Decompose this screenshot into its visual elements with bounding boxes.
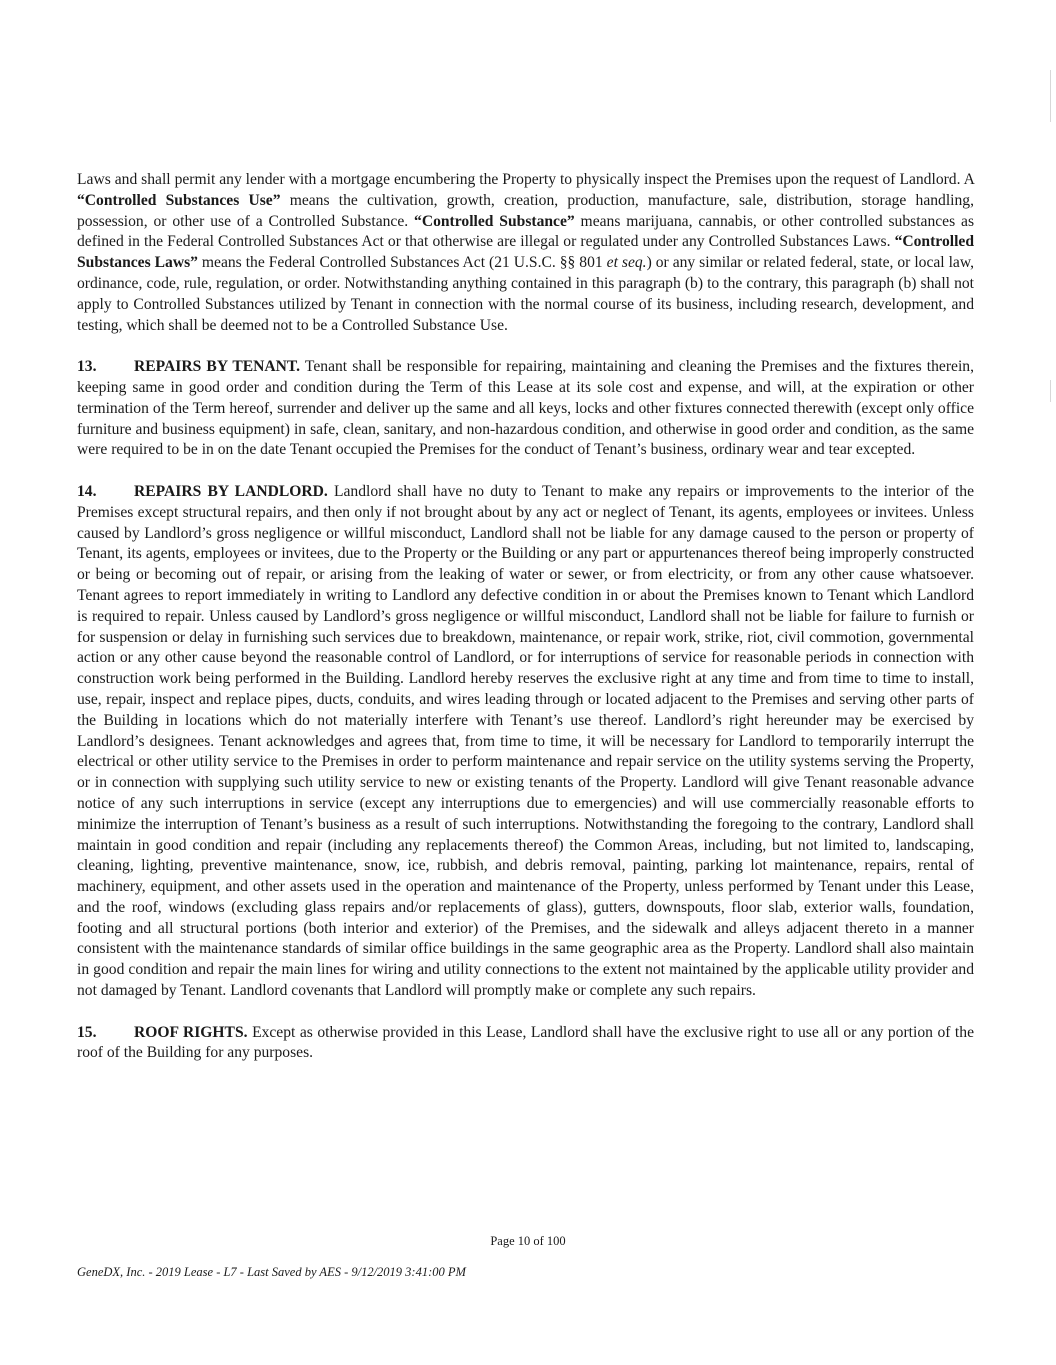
defined-term: “Controlled Substances Use” xyxy=(77,191,281,209)
section-13 xyxy=(77,357,974,461)
section-text: Landlord shall have no duty to Tenant to make any repairs or improvements to the interior of the Premises except structural repairs, and then only if not brought about by any act or neglect of Tenant, its agents, employees or invitees. Unless caused by Landlord’s gross negligence or willful misconduct, Landlord shall not be liable for any damage caused to the person or property of Tenant, its agents, employees or invitees, due to the Property or the Building or any part or appurtenances thereof being improperly constructed or being or becoming out of repair, or arising from the leaking of water or sewer, or from electricity, or from any other cause whatsoever. Tenant agrees to report immediately in writing to Landlord any defective condition in or about the Premises known to Tenant which Landlord is required to repair. Unless caused by Landlord’s gross negligence or willful misconduct, Landlord shall not be liable for failure to furnish or for suspension or delay in furnishing such services due to breakdown, maintenance, or repair work, strike, riot, civil commotion, governmental action or any other cause beyond the reasonable control of Landlord, or for interruptions of service for reasonable periods in connection with construction work being performed in the Building. Landlord hereby reserves the exclusive right at any time and from time to time to install, use, repair, inspect and replace pipes, ducts, conduits, and wires leading through or located adjacent to the Premises and serving other parts of the Building in locations which do not materially interfere with Tenant’s use thereof. Landlord’s right hereunder may be exercised by Landlord’s designees. Tenant acknowledges and agrees that, from time to time, it will be necessary for Landlord to temporarily interrupt the electrical or other utility service to the Premises in order to perform maintenance and repair service on the utility systems serving the Property, or in connection with supplying such utility service to new or existing tenants of the Property. Landlord will give Tenant reasonable advance notice of any such interruptions in service (except any interruptions due to emergencies) and will use commercially reasonable efforts to minimize the interruption of Tenant’s business as a result of such interruptions. Notwithstanding the foregoing to the contrary, Landlord shall maintain in good condition and repair (including any replacements thereof) the Common Areas, including, but not limited to, landscaping, cleaning, lighting, preventive maintenance, snow, ice, rubbish, and debris removal, painting, parking lot maintenance, repairs, rental of machinery, equipment, and other assets used in the operation and maintenance of the Property, unless performed by Tenant under this Lease, and the roof, windows (excluding glass repairs and/or replacements of glass), gutters, downspouts, floor slab, exterior walls, foundation, footing and all structural portions (both interior and exterior) of the Premises, and the sidewalk and alleys adjacent thereto in a manner consistent with the maintenance standards of similar office buildings in the same geographic area as the Property. Landlord shall also maintain in good condition and repair the main lines for wiring and utility connections to the extent not maintained by the applicable utility provider and not damaged by Tenant. Landlord covenants that Landlord will promptly make or complete any such repairs. xyxy=(77,482,975,1000)
section-text: Except as otherwise provided in this Lease, Landlord shall have the exclusive right to use all or any portion of the roof of the Building for any purposes. xyxy=(77,1023,974,1062)
section-number: 13. xyxy=(77,358,97,376)
scan-margin-mark xyxy=(1050,70,1051,122)
paragraph-continuation: Laws and shall permit any lender with a mortgage encumbering the Property to physically inspect the Premises upon the request of Landlord. A “Controlled Substances Use” means the cultivation, growth, creation, production, manufacture, sale, distribution, storage handling, possession, or other use of a Controlled Substance. “Controlled Substance” means marijuana, cannabis, or other controlled substances as defined in the Federal Controlled Substances Act or that otherwise are illegal or regulated under any Controlled Substances Laws. “Controlled Substances Laws” means the Federal Controlled Substances Act (21 U.S.C. §§ 801 et seq.) or any similar or related federal, state, or local law, ordinance, code, rule, regulation, or order. Notwithstanding anything contained in this paragraph (b) to the contrary, this paragraph (b) shall not apply to Controlled Substances utilized by Tenant in connection with the normal course of its business, including research, development, and testing, which shall be deemed not to be a Controlled Substance Use. xyxy=(77,171,975,334)
latin-phrase: et seq. xyxy=(606,254,647,272)
section-title: ROOF RIGHTS. xyxy=(134,1023,248,1041)
section-14 xyxy=(77,482,974,1002)
scan-margin-mark xyxy=(1050,380,1051,402)
defined-term: “Controlled Substance” xyxy=(414,212,575,230)
defined-term: “Controlled Substances Laws” xyxy=(77,233,974,272)
section-title: REPAIRS BY TENANT. xyxy=(134,358,301,376)
section-number: 15. xyxy=(77,1023,97,1041)
section-15 xyxy=(77,1023,974,1065)
section-text: Tenant shall be responsible for repairing, maintaining and cleaning the Premises and the fixtures therein, keeping same in good order and condition during the Term of this Lease at its sole cost and expense, and will, at the expiration or other termination of the Term hereof, surrender and deliver up the same and all keys, locks and other fixtures connected therewith (except only office furniture and business equipment) in safe, clean, sanitary, and non-hazardous condition, and otherwise in good order and condition, as the same were required to be in on the date Tenant occupied the Premises for the conduct of Tenant’s business, ordinary wear and tear excepted. xyxy=(77,358,974,459)
section-title: REPAIRS BY LANDLORD. xyxy=(134,482,328,500)
section-number: 14. xyxy=(77,482,97,500)
document-footer: GeneDX, Inc. - 2019 Lease - L7 - Last Saved by AES - 9/12/2019 3:41:00 PM xyxy=(77,1265,466,1279)
page-number: Page 10 of 100 xyxy=(490,1234,566,1248)
document-body xyxy=(77,170,974,1085)
